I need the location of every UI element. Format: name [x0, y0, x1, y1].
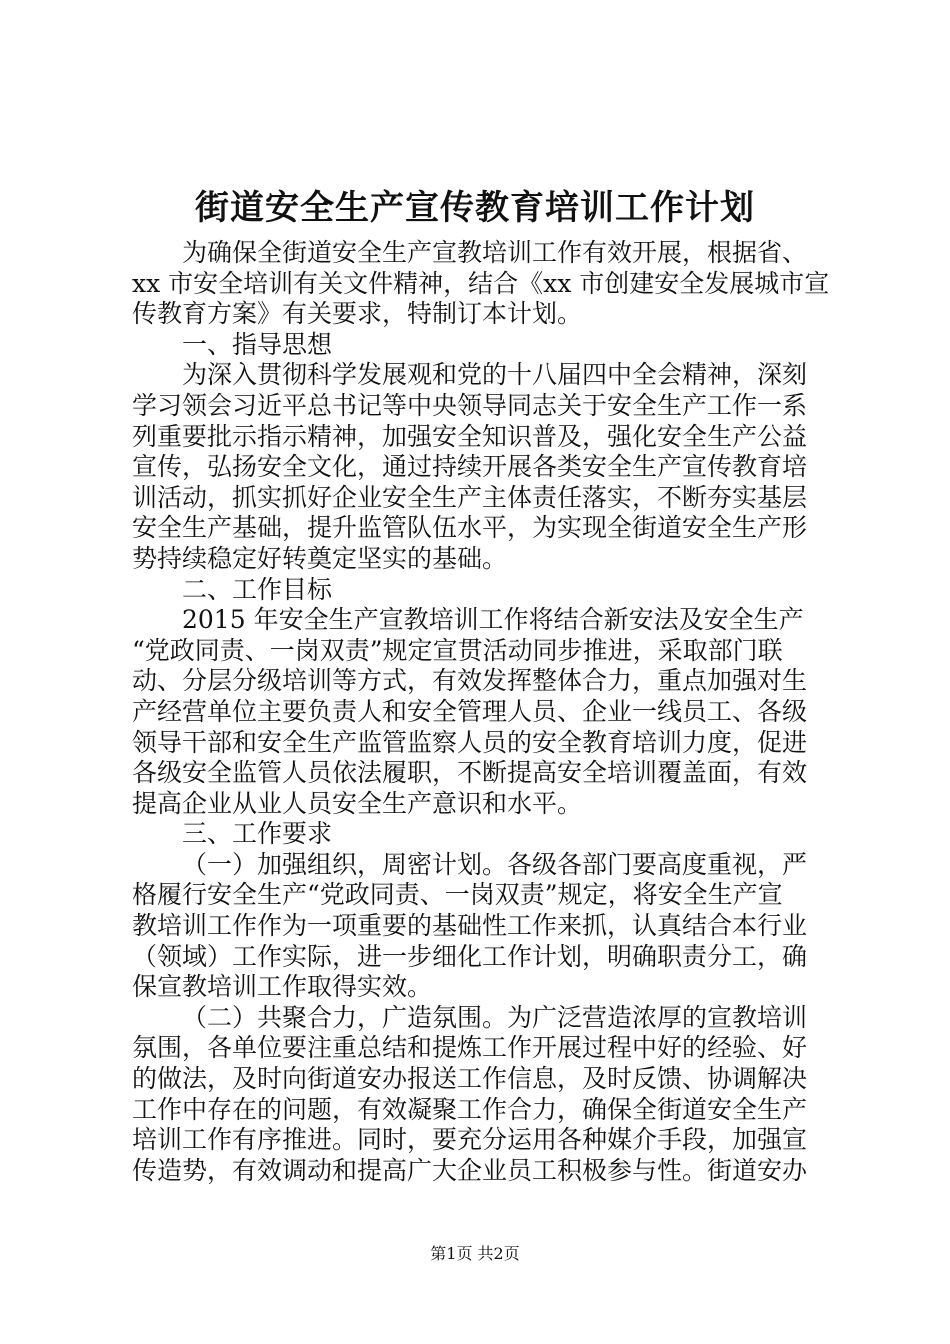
paragraph-line: （领域）工作实际，进一步细化工作计划，明确职责分工，确 — [132, 941, 808, 971]
paragraph-line: 教培训工作作为一项重要的基础性工作来抓，认真结合本行业 — [132, 911, 808, 941]
paragraph-line: 传教育方案》有关要求，特制订本计划。 — [132, 299, 583, 329]
page-footer: 第1页 共2页 — [430, 1244, 520, 1263]
paragraph-line: 氛围，各单位要注重总结和提炼工作开展过程中好的经验、好 — [132, 1033, 808, 1063]
paragraph-line: 为确保全街道安全生产宣教培训工作有效开展，根据省、 — [182, 238, 808, 267]
paragraph-line: 训活动，抓实抓好企业安全生产主体责任落实，不断夯实基层 — [132, 482, 808, 512]
paragraph-line: 产经营单位主要负责人和安全管理人员、企业一线员工、各级 — [132, 696, 808, 726]
paragraph-line: 安全生产基础，提升监管队伍水平，为实现全街道安全生产形 — [132, 513, 808, 543]
paragraph-line: 三、工作要求 — [182, 819, 333, 849]
paragraph-line: 为深入贯彻科学发展观和党的十八届四中全会精神，深刻 — [182, 360, 808, 390]
paragraph-line: 提高企业从业人员安全生产意识和水平。 — [132, 788, 583, 818]
paragraph-line: 动、分层分级培训等方式，有效发挥整体合力，重点加强对生 — [132, 666, 808, 696]
paragraph-line: 二、工作目标 — [182, 574, 333, 604]
paragraph-line: 学习领会习近平总书记等中央领导同志关于安全生产工作一系 — [132, 390, 808, 420]
paragraph-line: 列重要批示指示精神，加强安全知识普及，强化安全生产公益 — [132, 421, 808, 451]
paragraph-line: 传造势，有效调动和提高广大企业员工积极参与性。街道安办 — [132, 1155, 808, 1185]
paragraph-line: 2015 年安全生产宣教培训工作将结合新安法及安全生产 — [182, 605, 804, 635]
paragraph-line: 势持续稳定好转奠定坚实的基础。 — [132, 543, 508, 573]
paragraph-line: 工作中存在的问题，有效凝聚工作合力，确保全街道安全生产 — [132, 1094, 808, 1124]
paragraph-line: 的做法，及时向街道安办报送工作信息，及时反馈、协调解决 — [132, 1064, 808, 1094]
document-title: 街道安全生产宣传教育培训工作计划 — [195, 188, 755, 228]
paragraph-line: 各级安全监管人员依法履职，不断提高安全培训覆盖面，有效 — [132, 758, 808, 788]
paragraph-line: 培训工作有序推进。同时，要充分运用各种媒介手段，加强宣 — [132, 1125, 808, 1155]
document-body — [132, 238, 832, 1186]
paragraph-line: “党政同责、一岗双责”规定宣贯活动同步推进，采取部门联 — [132, 635, 783, 665]
paragraph-line: 领导干部和安全生产监管监察人员的安全教育培训力度，促进 — [132, 727, 808, 757]
paragraph-line: （一）加强组织，周密计划。各级各部门要高度重视，严 — [182, 849, 808, 879]
paragraph-line: 格履行安全生产“党政同责、一岗双责”规定，将安全生产宣 — [132, 880, 783, 910]
paragraph-line: xx 市安全培训有关文件精神，结合《xx 市创建安全发展城市宣 — [132, 268, 830, 298]
paragraph-line: 宣传，弘扬安全文化，通过持续开展各类安全生产宣传教育培 — [132, 452, 808, 482]
paragraph-line: 一、指导思想 — [182, 329, 333, 359]
paragraph-line: （二）共聚合力，广造氛围。为广泛营造浓厚的宣教培训 — [182, 1002, 808, 1032]
paragraph-line: 保宣教培训工作取得实效。 — [132, 972, 433, 1002]
